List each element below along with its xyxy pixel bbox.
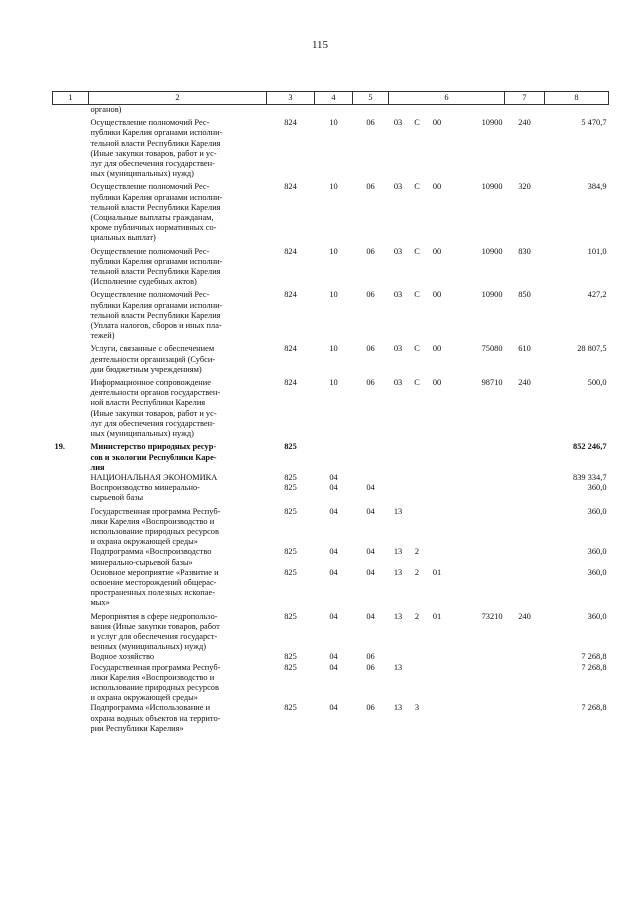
direction-code: 10900 <box>481 246 503 256</box>
row-name: Осуществление полномочий Рес- публики Карелия органами исполни- тельной власти Республики Карелия (Исполнение судебных актов) <box>90 246 223 287</box>
table-row <box>53 182 609 243</box>
direction-code <box>448 568 505 609</box>
row-name: НАЦИОНАЛЬНАЯ ЭКОНОМИКА <box>90 472 218 482</box>
event-code: 00 <box>432 290 442 300</box>
table-row <box>53 473 609 483</box>
expense-type-code <box>505 507 545 548</box>
subprogram-code <box>408 483 427 503</box>
page-number: 115 <box>311 39 329 51</box>
program-code <box>389 483 408 503</box>
row-name: Воспроизводство минерально- сырьевой базы <box>90 483 200 503</box>
subsection-code: 04 <box>366 611 375 621</box>
row-number <box>53 247 89 288</box>
subsection-code: 06 <box>366 344 375 354</box>
event-code: 00 <box>432 118 442 128</box>
direction-code <box>448 105 505 116</box>
table-row <box>53 247 609 288</box>
subprogram-code <box>408 652 427 662</box>
amount: 7 268,8 <box>581 652 607 662</box>
subprogram-code <box>408 507 427 548</box>
subsection-code: 04 <box>366 483 375 493</box>
section-code: 10 <box>329 182 338 192</box>
header-col-4: 4 <box>315 92 353 105</box>
amount: 360,0 <box>587 611 607 621</box>
event-code: 01 <box>432 567 442 577</box>
event-code <box>427 652 448 662</box>
table-row <box>53 483 609 503</box>
table-row <box>53 568 609 609</box>
ministry-code: 825 <box>284 703 297 713</box>
row-number <box>53 568 89 609</box>
amount: 360,0 <box>587 567 607 577</box>
expense-type-code: 320 <box>518 182 531 192</box>
amount: 360,0 <box>587 483 607 493</box>
program-code: 13 <box>393 611 403 621</box>
subprogram-code <box>408 473 427 483</box>
ministry-code: 825 <box>284 662 297 672</box>
event-code <box>427 507 448 548</box>
event-code: 00 <box>432 246 442 256</box>
event-code: 01 <box>432 611 442 621</box>
direction-code <box>448 483 505 503</box>
subprogram-code: С <box>414 182 420 192</box>
expense-type-code: 240 <box>518 611 531 621</box>
program-code: 13 <box>393 703 403 713</box>
program-code <box>389 442 408 473</box>
event-code: 00 <box>432 182 442 192</box>
row-name: Подпрограмма «Использование и охрана водных объектов на террито- рии Республики Карелия» <box>90 703 221 733</box>
row-number <box>53 182 89 243</box>
expense-type-code: 850 <box>518 290 531 300</box>
subprogram-code: 2 <box>414 547 420 557</box>
header-col-2: 2 <box>89 92 267 105</box>
program-code <box>389 652 408 662</box>
table-row <box>53 118 609 179</box>
amount: 360,0 <box>587 547 607 557</box>
ministry-code: 824 <box>284 378 297 388</box>
row-name: Осуществление полномочий Рес- публики Карелия органами исполни- тельной власти Республики Карелия (Иные закупки товаров, работ и ус- луг для обеспечения государствен- ных (муниципальных) нужд) <box>90 118 223 179</box>
expense-type-code: 610 <box>518 344 531 354</box>
subsection-code: 04 <box>366 567 375 577</box>
header-col-1: 1 <box>53 92 89 105</box>
amount <box>545 105 609 116</box>
ministry-code: 825 <box>284 472 297 482</box>
program-code: 13 <box>393 662 403 672</box>
row-number <box>53 344 89 375</box>
amount: 101,0 <box>587 246 607 256</box>
section-code <box>315 105 353 116</box>
row-name: Водное хозяйство <box>90 652 155 662</box>
ministry-code: 825 <box>284 652 297 662</box>
subsection-code <box>353 442 389 473</box>
event-code: 00 <box>432 378 442 388</box>
amount: 28 807,5 <box>577 344 607 354</box>
subsection-code: 06 <box>366 703 375 713</box>
ministry-code: 825 <box>284 442 297 452</box>
subprogram-code <box>408 442 427 473</box>
subprogram-code: 3 <box>414 703 420 713</box>
subprogram-code: С <box>414 246 420 256</box>
table-row <box>53 344 609 375</box>
direction-code <box>448 652 505 662</box>
ministry-code: 825 <box>284 611 297 621</box>
subsection-code: 06 <box>366 662 375 672</box>
row-number <box>53 378 89 439</box>
expense-type-code <box>505 473 545 483</box>
section-code: 10 <box>329 344 338 354</box>
subsection-code <box>353 105 389 116</box>
subsection-code <box>353 473 389 483</box>
event-code <box>427 547 448 567</box>
section-code: 10 <box>329 118 338 128</box>
section-code: 10 <box>329 246 338 256</box>
expense-type-code <box>505 105 545 116</box>
subprogram-code: С <box>414 290 420 300</box>
amount: 360,0 <box>587 506 607 516</box>
direction-code: 73210 <box>481 611 503 621</box>
program-code <box>389 473 408 483</box>
table-row <box>53 703 609 734</box>
amount: 500,0 <box>587 378 607 388</box>
expense-type-code <box>505 483 545 503</box>
program-code: 03 <box>393 378 403 388</box>
row-number <box>53 290 89 341</box>
row-number <box>53 663 89 704</box>
subsection-code: 04 <box>366 506 375 516</box>
row-number: 19. <box>54 442 65 452</box>
row-name: Мероприятия в сфере недропользо- вания (Иные закупки товаров, работ и услуг для обеспечения государст- венных (муниципальных) нужд) <box>90 611 220 652</box>
header-col-7: 7 <box>505 92 545 105</box>
row-name: Государственная программа Респуб- лики Карелия «Воспроизводство и использование природных ресурсов и охрана окружающей среды» <box>90 662 221 703</box>
section-code <box>315 442 353 473</box>
header-row <box>53 92 609 105</box>
row-number <box>53 105 89 116</box>
row-number <box>53 652 89 662</box>
event-code <box>427 105 448 116</box>
expense-type-code: 240 <box>518 378 531 388</box>
row-name: Осуществление полномочий Рес- публики Карелия органами исполни- тельной власти Республики Карелия (Социальные выплаты гражданам, кроме публичных нормативных со- циальных выплат) <box>90 182 223 243</box>
section-code: 04 <box>329 703 338 713</box>
direction-code <box>448 547 505 567</box>
event-code <box>427 442 448 473</box>
ministry-code <box>267 105 315 116</box>
ministry-code: 824 <box>284 246 297 256</box>
direction-code <box>448 703 505 734</box>
subsection-code: 06 <box>366 290 375 300</box>
table-row <box>53 507 609 548</box>
event-code <box>427 473 448 483</box>
table-row <box>53 105 609 116</box>
event-code <box>427 663 448 704</box>
direction-code <box>448 507 505 548</box>
direction-code: 10900 <box>481 290 503 300</box>
program-code: 13 <box>393 547 403 557</box>
amount: 5 470,7 <box>581 118 607 128</box>
row-name: органов) <box>90 105 122 114</box>
ministry-code: 824 <box>284 118 297 128</box>
subprogram-code: С <box>414 118 420 128</box>
section-code: 04 <box>329 567 338 577</box>
subsection-code: 06 <box>366 378 375 388</box>
expense-type-code <box>505 568 545 609</box>
ministry-code: 825 <box>284 483 297 493</box>
section-code: 04 <box>329 611 338 621</box>
expense-type-code: 240 <box>518 118 531 128</box>
table-body <box>53 105 609 734</box>
budget-table <box>52 91 609 734</box>
expense-type-code <box>505 703 545 734</box>
subprogram-code: 2 <box>414 611 420 621</box>
table-row <box>53 290 609 341</box>
subprogram-code <box>408 105 427 116</box>
section-code: 04 <box>329 483 338 493</box>
ministry-code: 824 <box>284 182 297 192</box>
subsection-code: 06 <box>366 246 375 256</box>
row-number <box>53 547 89 567</box>
row-number <box>53 473 89 483</box>
table-row <box>53 612 609 653</box>
table-row <box>53 378 609 439</box>
event-code: 00 <box>432 344 442 354</box>
row-name: Информационное сопровождение деятельности органов государствен- ной власти Республики Карелия (Иные закупки товаров, работ и ус- луг для обеспечения государствен- ных (муниципальных) нужд) <box>90 378 221 439</box>
event-code <box>427 703 448 734</box>
row-name: Услуги, связанные с обеспечением деятельности организаций (Субси- дии бюджетным учреждениям) <box>90 344 216 374</box>
subprogram-code: 2 <box>414 567 420 577</box>
amount: 852 246,7 <box>573 442 607 452</box>
direction-code <box>448 442 505 473</box>
header-col-8: 8 <box>545 92 609 105</box>
direction-code <box>448 663 505 704</box>
program-code: 13 <box>393 567 403 577</box>
section-code: 04 <box>329 547 338 557</box>
section-code: 10 <box>329 290 338 300</box>
ministry-code: 825 <box>284 567 297 577</box>
row-number <box>53 483 89 503</box>
amount: 839 334,7 <box>573 472 607 482</box>
row-name: Основное мероприятие «Развитие и освоение месторождений общерас- пространенных полезных ископае- мых» <box>90 567 219 608</box>
row-name: Министерство природных ресур- сов и экологии Республики Каре- лия <box>90 442 217 472</box>
row-number <box>53 118 89 179</box>
amount: 7 268,8 <box>581 703 607 713</box>
program-code: 03 <box>393 182 403 192</box>
expense-type-code <box>505 442 545 473</box>
event-code <box>427 483 448 503</box>
amount: 7 268,8 <box>581 662 607 672</box>
subprogram-code: С <box>414 344 420 354</box>
program-code: 13 <box>393 506 403 516</box>
ministry-code: 825 <box>284 547 297 557</box>
header-col-5: 5 <box>353 92 389 105</box>
direction-code: 10900 <box>481 182 503 192</box>
direction-code: 75080 <box>481 344 503 354</box>
row-name: Осуществление полномочий Рес- публики Карелия органами исполни- тельной власти Республики Карелия (Уплата налогов, сборов и иных пла- тежей) <box>90 290 223 341</box>
row-name: Подпрограмма «Воспроизводство минерально-сырьевой базы» <box>90 547 212 567</box>
subsection-code: 04 <box>366 547 375 557</box>
section-code: 04 <box>329 506 338 516</box>
ministry-code: 824 <box>284 344 297 354</box>
subprogram-code: С <box>414 378 420 388</box>
section-code: 04 <box>329 652 338 662</box>
amount: 427,2 <box>587 290 607 300</box>
subsection-code: 06 <box>366 182 375 192</box>
table-row <box>53 442 609 473</box>
program-code: 03 <box>393 246 403 256</box>
row-number <box>53 507 89 548</box>
direction-code <box>448 473 505 483</box>
expense-type-code <box>505 547 545 567</box>
header-col-6: 6 <box>389 92 505 105</box>
row-number <box>53 703 89 734</box>
ministry-code: 824 <box>284 290 297 300</box>
table-row <box>53 652 609 662</box>
header-col-3: 3 <box>267 92 315 105</box>
subsection-code: 06 <box>366 118 375 128</box>
program-code <box>389 105 408 116</box>
expense-type-code: 830 <box>518 246 531 256</box>
table-row <box>53 547 609 567</box>
direction-code: 98710 <box>481 378 503 388</box>
row-number <box>53 612 89 653</box>
expense-type-code <box>505 663 545 704</box>
ministry-code: 825 <box>284 506 297 516</box>
row-name: Государственная программа Респуб- лики Карелия «Воспроизводство и использование природных ресурсов и охрана окружающей среды» <box>90 506 221 547</box>
section-code: 04 <box>329 472 338 482</box>
program-code: 03 <box>393 344 403 354</box>
program-code: 03 <box>393 118 403 128</box>
section-code: 04 <box>329 662 338 672</box>
program-code: 03 <box>393 290 403 300</box>
section-code: 10 <box>329 378 338 388</box>
subsection-code: 06 <box>366 652 375 662</box>
amount: 384,9 <box>587 182 607 192</box>
subprogram-code <box>408 663 427 704</box>
direction-code: 10900 <box>481 118 503 128</box>
expense-type-code <box>505 652 545 662</box>
table-row <box>53 663 609 704</box>
